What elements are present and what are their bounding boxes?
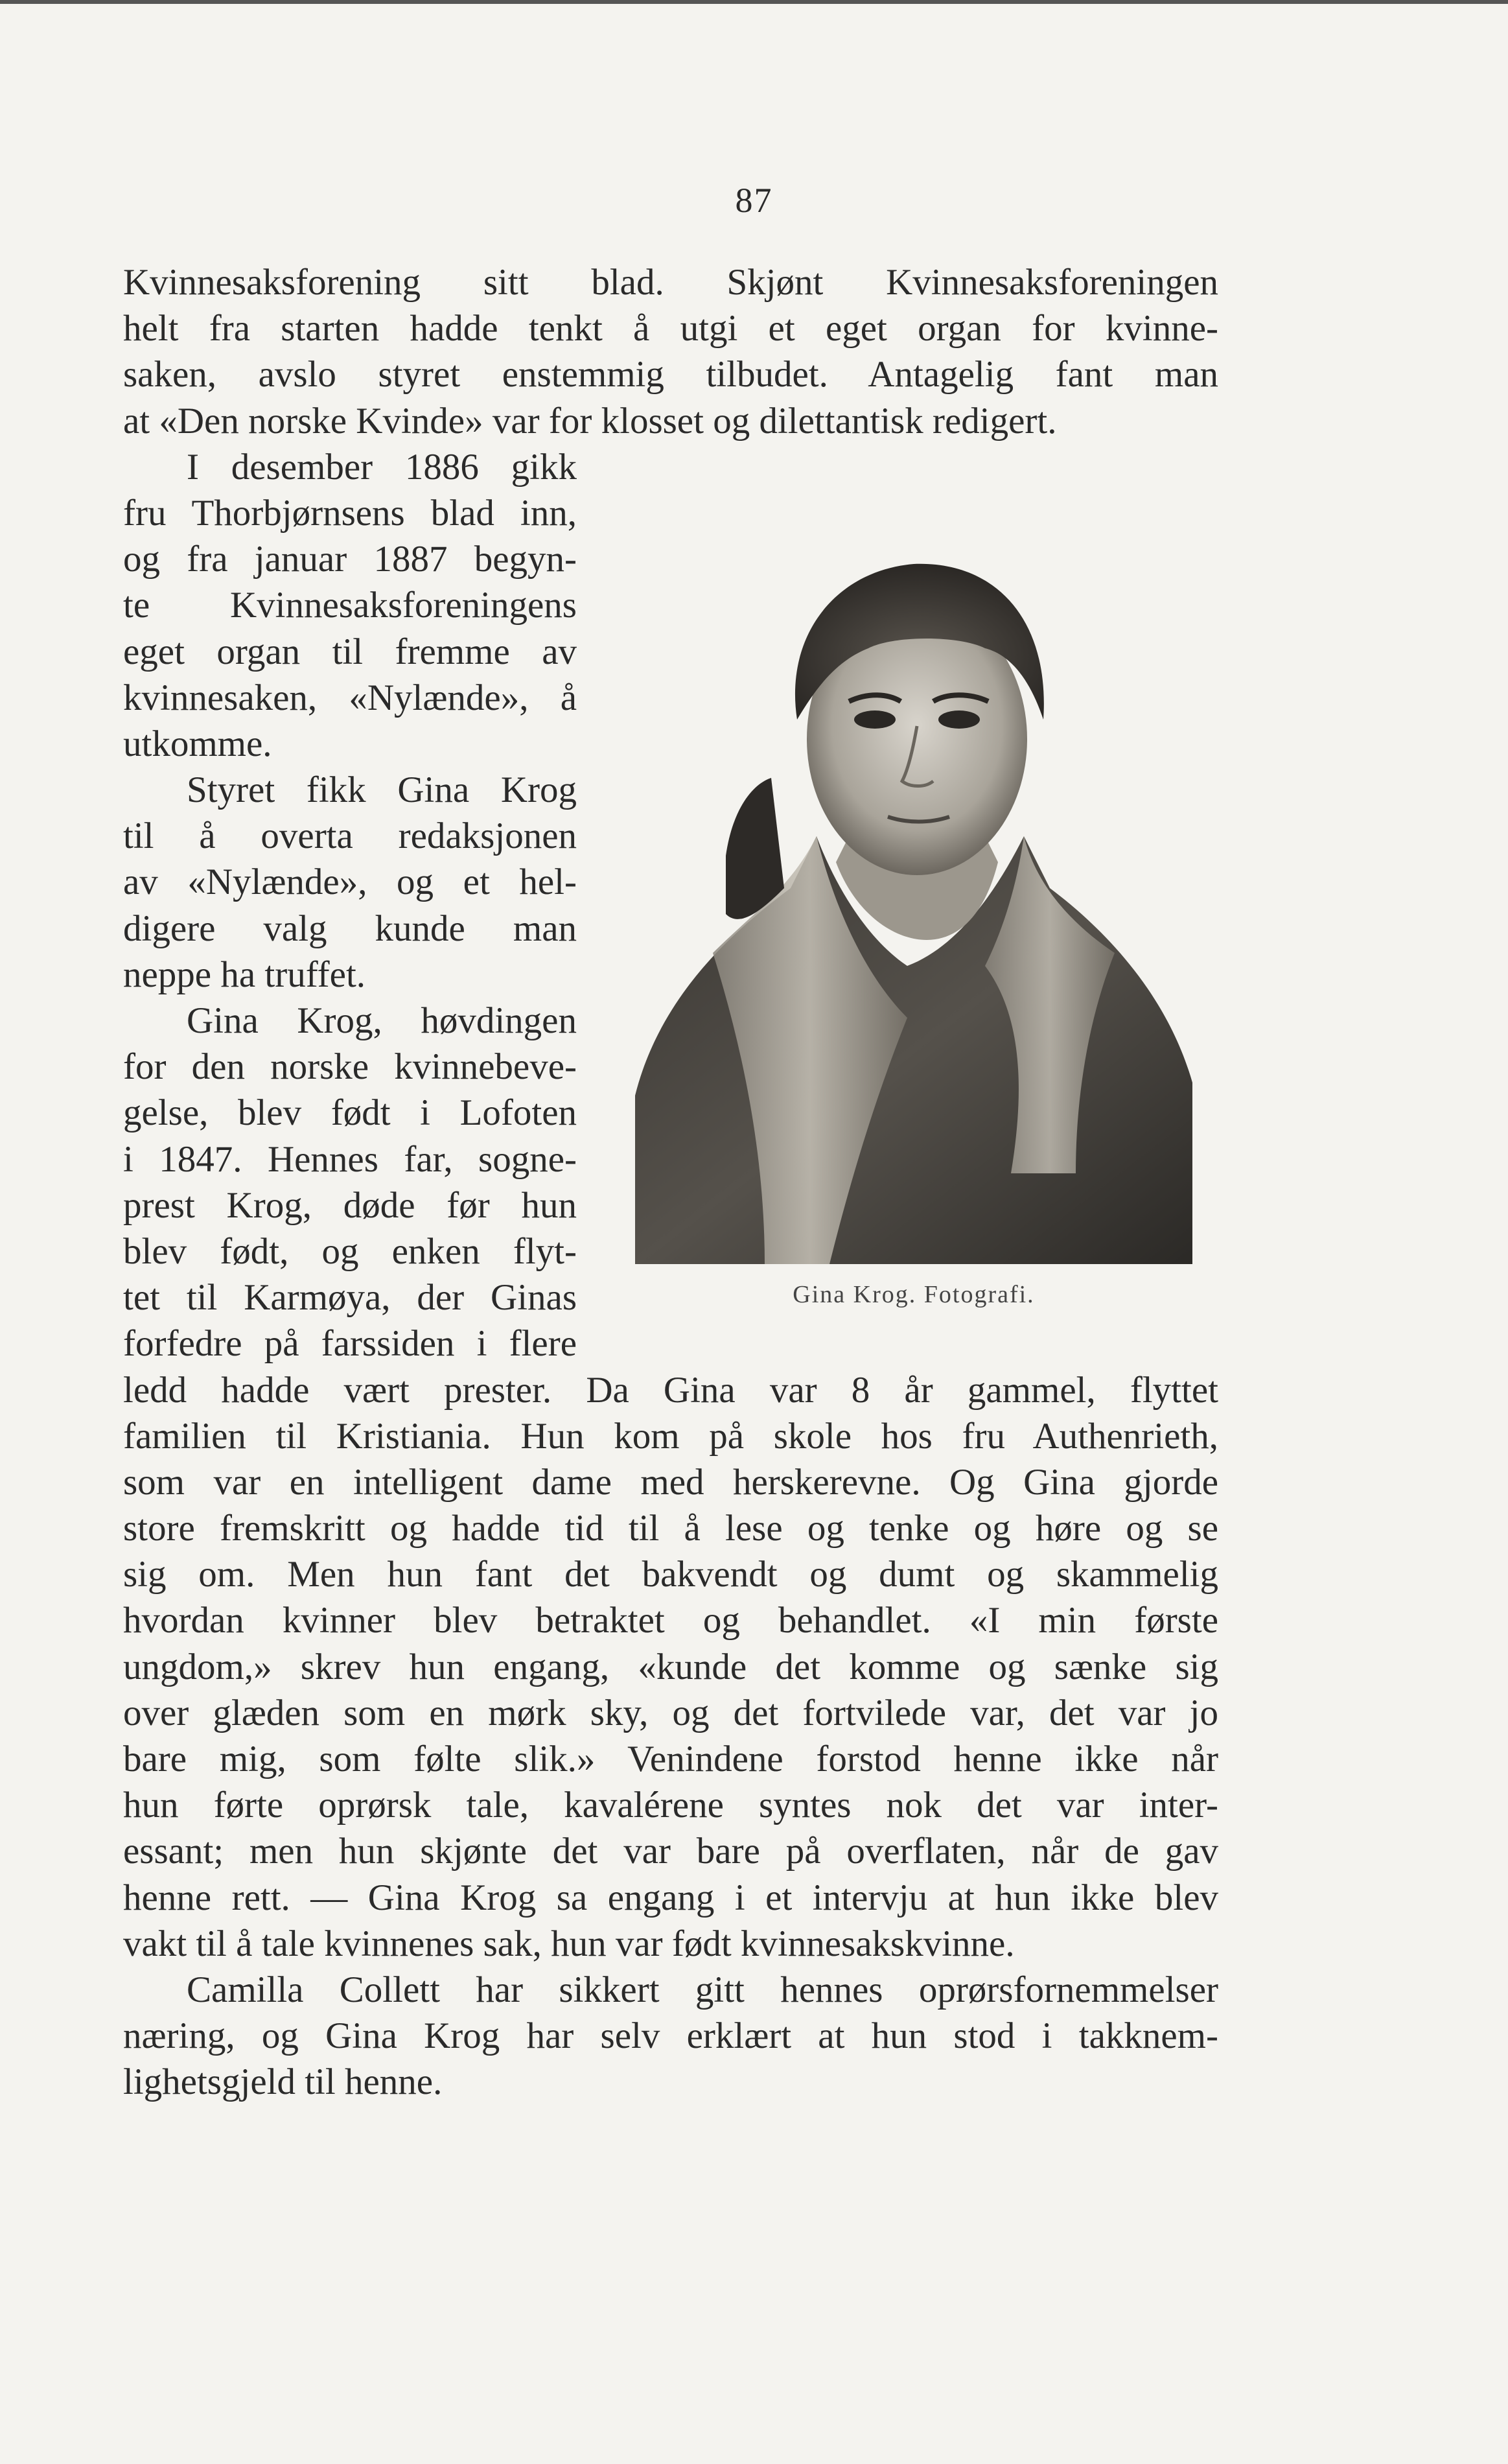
top-border	[0, 0, 1508, 4]
text-line: fru Thorbjørnsens blad inn,	[123, 492, 577, 534]
text-line: Gina Krog, høvdingen	[187, 1000, 577, 1041]
text-line: te Kvinnesaksforeningens	[123, 585, 577, 626]
text-line: essant; men hun skjønte det var bare på overflaten, når de gav	[123, 1831, 1218, 1872]
text-line: blev født, og enken flyt-	[123, 1230, 577, 1272]
text-line: I desember 1886 gikk	[187, 446, 577, 487]
text-line: som var en intelligent dame med herskerevne. Og Gina gjorde	[123, 1461, 1218, 1503]
text-line: helt fra starten hadde tenkt å utgi et eget organ for kvinne-	[123, 308, 1218, 349]
text-line: gelse, blev født i Lofoten	[123, 1092, 577, 1134]
text-line: henne rett. — Gina Krog sa engang i et intervju at hun ikke blev	[123, 1877, 1218, 1918]
text-line: tet til Karmøya, der Ginas	[123, 1277, 577, 1319]
text-line: neppe ha truffet.	[123, 954, 366, 995]
text-line: hun førte oprørsk tale, kavalérene syntes nok det var inter-	[123, 1785, 1218, 1826]
text-line: saken, avslo styret enstemmig tilbudet. Antagelig fant man	[123, 354, 1218, 395]
text-line: digere valg kunde man	[123, 908, 577, 949]
text-line: utkomme.	[123, 723, 272, 764]
text-line: i 1847. Hennes far, sogne-	[123, 1138, 577, 1180]
text-line: over glæden som en mørk sky, og det fortvilede var, det var jo	[123, 1692, 1218, 1733]
text-line: ungdom,» skrev hun engang, «kunde det komme og sænke sig	[123, 1646, 1218, 1687]
text-line: lighetsgjeld til henne.	[123, 2061, 443, 2103]
text-line: vakt til å tale kvinnenes sak, hun var født kvinnesakskvinne.	[123, 1923, 1015, 1964]
text-line: ledd hadde vært prester. Da Gina var 8 år gammel, flyttet	[123, 1369, 1218, 1411]
text-line: for den norske kvinnebeve-	[123, 1046, 577, 1088]
text-line: forfedre på farssiden i flere	[123, 1323, 577, 1365]
text-line: Camilla Collett har sikkert gitt hennes oprørsfornemmelser	[187, 1969, 1218, 2010]
text-line: av «Nylænde», og et hel-	[123, 862, 577, 903]
text-line: sig om. Men hun fant det bakvendt og dumt og skammelig	[123, 1554, 1218, 1595]
text-line: familien til Kristiania. Hun kom på skole hos fru Authenrieth,	[123, 1415, 1218, 1457]
figure-caption: Gina Krog. Fotografi.	[793, 1281, 1035, 1308]
text-line: at «Den norske Kvinde» var for klosset og dilettantisk redigert.	[123, 400, 1057, 441]
text-line: kvinnesaken, «Nylænde», å	[123, 677, 577, 718]
text-line: og fra januar 1887 begyn-	[123, 539, 577, 580]
text-line: prest Krog, døde før hun	[123, 1184, 577, 1226]
text-line: eget organ til fremme av	[123, 631, 577, 672]
page-number: 87	[735, 181, 773, 220]
text-line: bare mig, som følte slik.» Venindene forstod henne ikke når	[123, 1739, 1218, 1779]
text-line: Kvinnesaksforening sitt blad. Skjønt Kvinnesaksforeningen	[123, 262, 1218, 303]
text-line: til å overta redaksjonen	[123, 815, 577, 857]
text-line: Styret fikk Gina Krog	[187, 769, 577, 811]
text-line: næring, og Gina Krog har selv erklært at hun stod i takknem-	[123, 2015, 1218, 2057]
portrait-photo	[622, 525, 1192, 1264]
text-line: hvordan kvinner blev betraktet og behandlet. «I min første	[123, 1600, 1218, 1641]
text-line: store fremskritt og hadde tid til å lese og tenke og høre og se	[123, 1508, 1218, 1549]
